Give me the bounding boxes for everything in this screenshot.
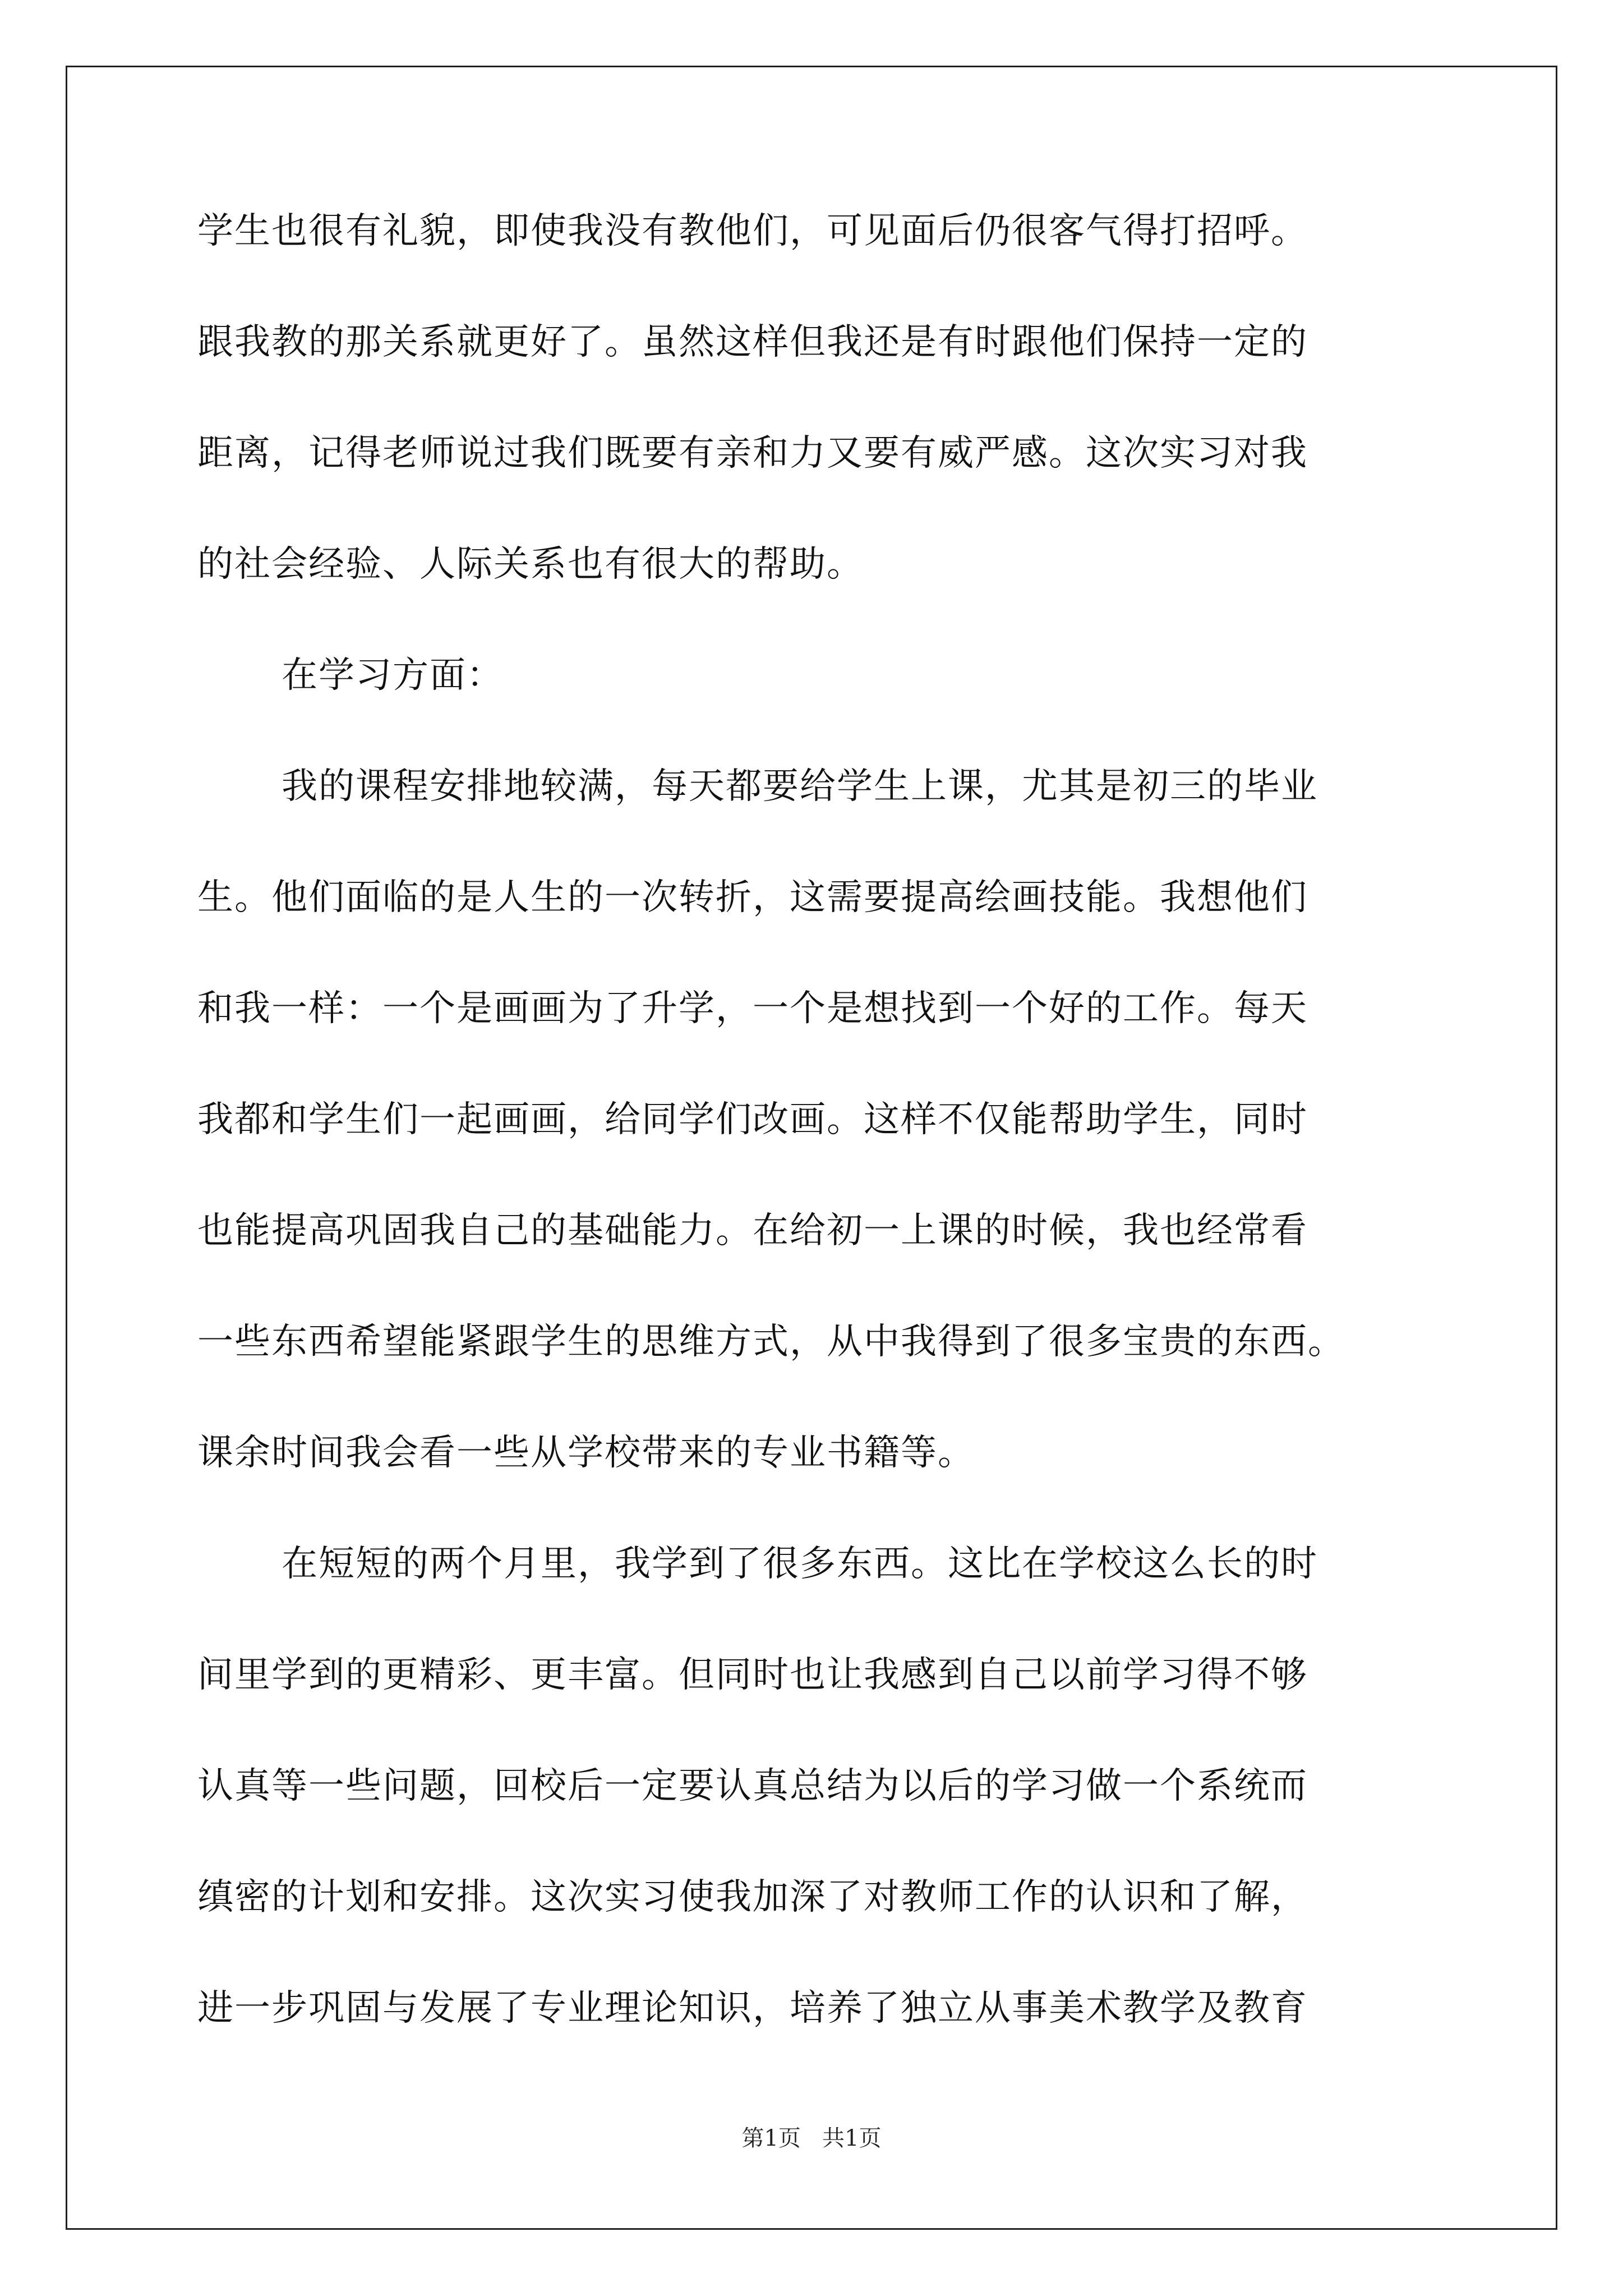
text-line: 一些东西希望能紧跟学生的思维方式，从中我得到了很多宝贵的东西。 [197,1321,1345,1363]
text-line: 也能提高巩固我自己的基础能力。在给初一上课的时候，我也经常看 [197,1210,1308,1251]
text-line: 生。他们面临的是人生的一次转折，这需要提高绘画技能。我想他们 [197,877,1308,918]
text-line: 缜密的计划和安排。这次实习使我加深了对教师工作的认识和了解， [197,1876,1308,1918]
text-line: 学生也很有礼貌，即使我没有教他们，可见面后仍很客气得打招呼。 [197,210,1308,252]
text-line: 间里学到的更精彩、更丰富。但同时也让我感到自己以前学习得不够 [197,1654,1308,1696]
text-line: 我的课程安排地较满，每天都要给学生上课，尤其是初三的毕业 [282,766,1318,807]
document-body [197,210,1431,2101]
text-line: 距离，记得老师说过我们既要有亲和力又要有威严感。这次实习对我 [197,432,1308,474]
text-line: 我都和学生们一起画画，给同学们改画。这样不仅能帮助学生，同时 [197,1099,1308,1140]
text-line: 课余时间我会看一些从学校带来的专业书籍等。 [197,1432,975,1474]
text-line: 和我一样：一个是画画为了升学，一个是想找到一个好的工作。每天 [197,988,1308,1029]
text-line: 在短短的两个月里，我学到了很多东西。这比在学校这么长的时 [282,1543,1318,1585]
text-line: 进一步巩固与发展了专业理论知识，培养了独立从事美术教学及教育 [197,1987,1308,2029]
section-heading: 在学习方面： [282,655,504,696]
text-line: 认真等一些问题，回校后一定要认真总结为以后的学习做一个系统而 [197,1765,1308,1807]
text-line: 的社会经验、人际关系也有很大的帮助。 [197,544,864,585]
page-footer: 第1页 共1页 [741,2125,882,2151]
text-line: 跟我教的那关系就更好了。虽然这样但我还是有时跟他们保持一定的 [197,321,1308,363]
